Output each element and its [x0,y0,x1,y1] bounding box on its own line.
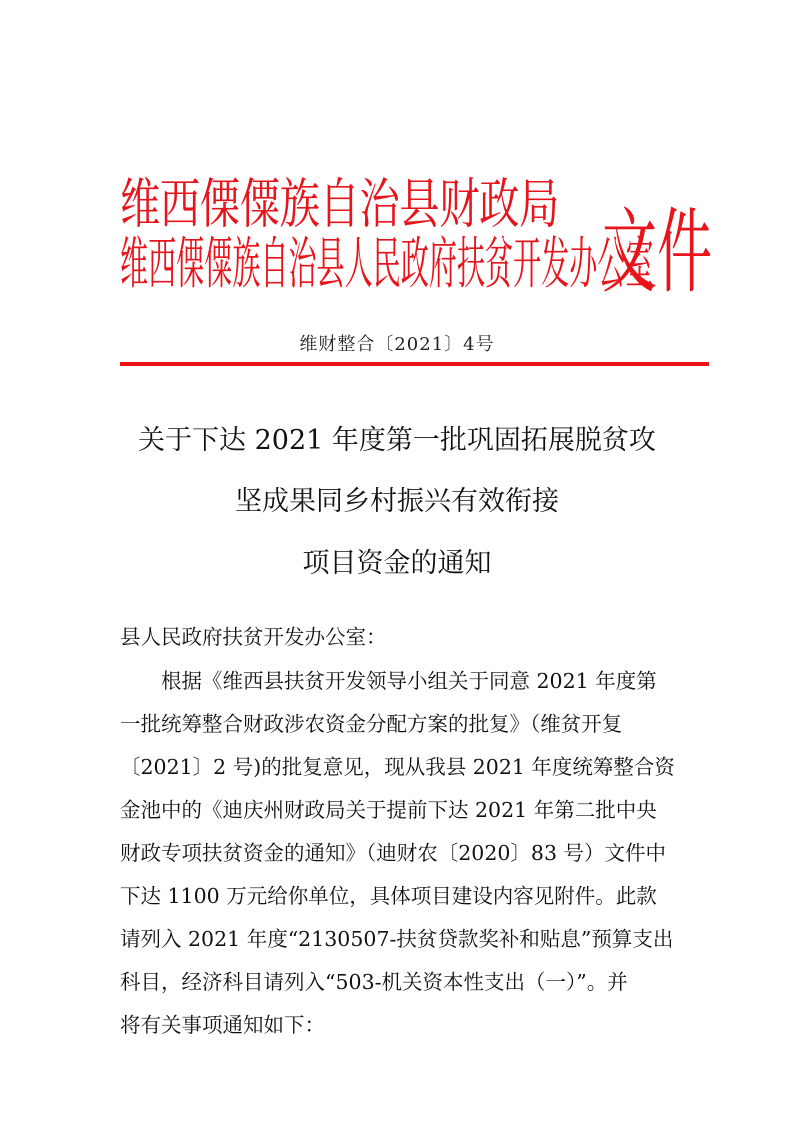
salutation: 县人民政府扶贫开发办公室： [120,625,387,649]
body-line: 根据《维西县扶贫开发领导小组关于同意 2021 年度第 [120,669,657,693]
masthead-suffix-text: 文件 [602,197,713,307]
body-line: 〔2021〕2 号)的批复意见，现从我县 2021 年度统筹整合资 [120,755,675,779]
body-line: 请列入 2021 年度“2130507-扶贫贷款奖补和贴息”预算支出 [120,927,674,951]
document-title-line-1: 关于下达 2021 年度第一批巩固拓展脱贫攻 [138,425,656,456]
red-divider-rule [120,362,709,366]
body-line: 一批统筹整合财政涉农资金分配方案的批复》（维贫开复 [120,712,623,736]
body-line: 金池中的《迪庆州财政局关于提前下达 2021 年第二批中央 [120,798,657,822]
masthead-issuer-finance-bureau [120,172,604,236]
masthead-line2-text: 维西傈僳族自治县人民政府扶贫开发办公室 [120,232,654,297]
body-line: 将有关事项通知如下： [120,1013,325,1037]
body-line: 财政专项扶贫资金的通知》（迪财农〔2020〕83 号）文件中 [120,841,667,865]
body-line: 下达 1100 万元给你单位，具体项目建设内容见附件。此款 [120,884,657,908]
document-title-line-2: 坚成果同乡村振兴有效衔接 [235,486,559,517]
masthead-document-label [602,172,718,307]
document-title-line-3: 项目资金的通知 [302,548,492,579]
masthead-line1-text: 维西傈僳族自治县财政局 [120,173,559,236]
document-number: 维财整合〔2021〕4号 [299,334,495,355]
body-line: 科目，经济科目请列入“503-机关资本性支出（一）”。并 [120,970,628,994]
